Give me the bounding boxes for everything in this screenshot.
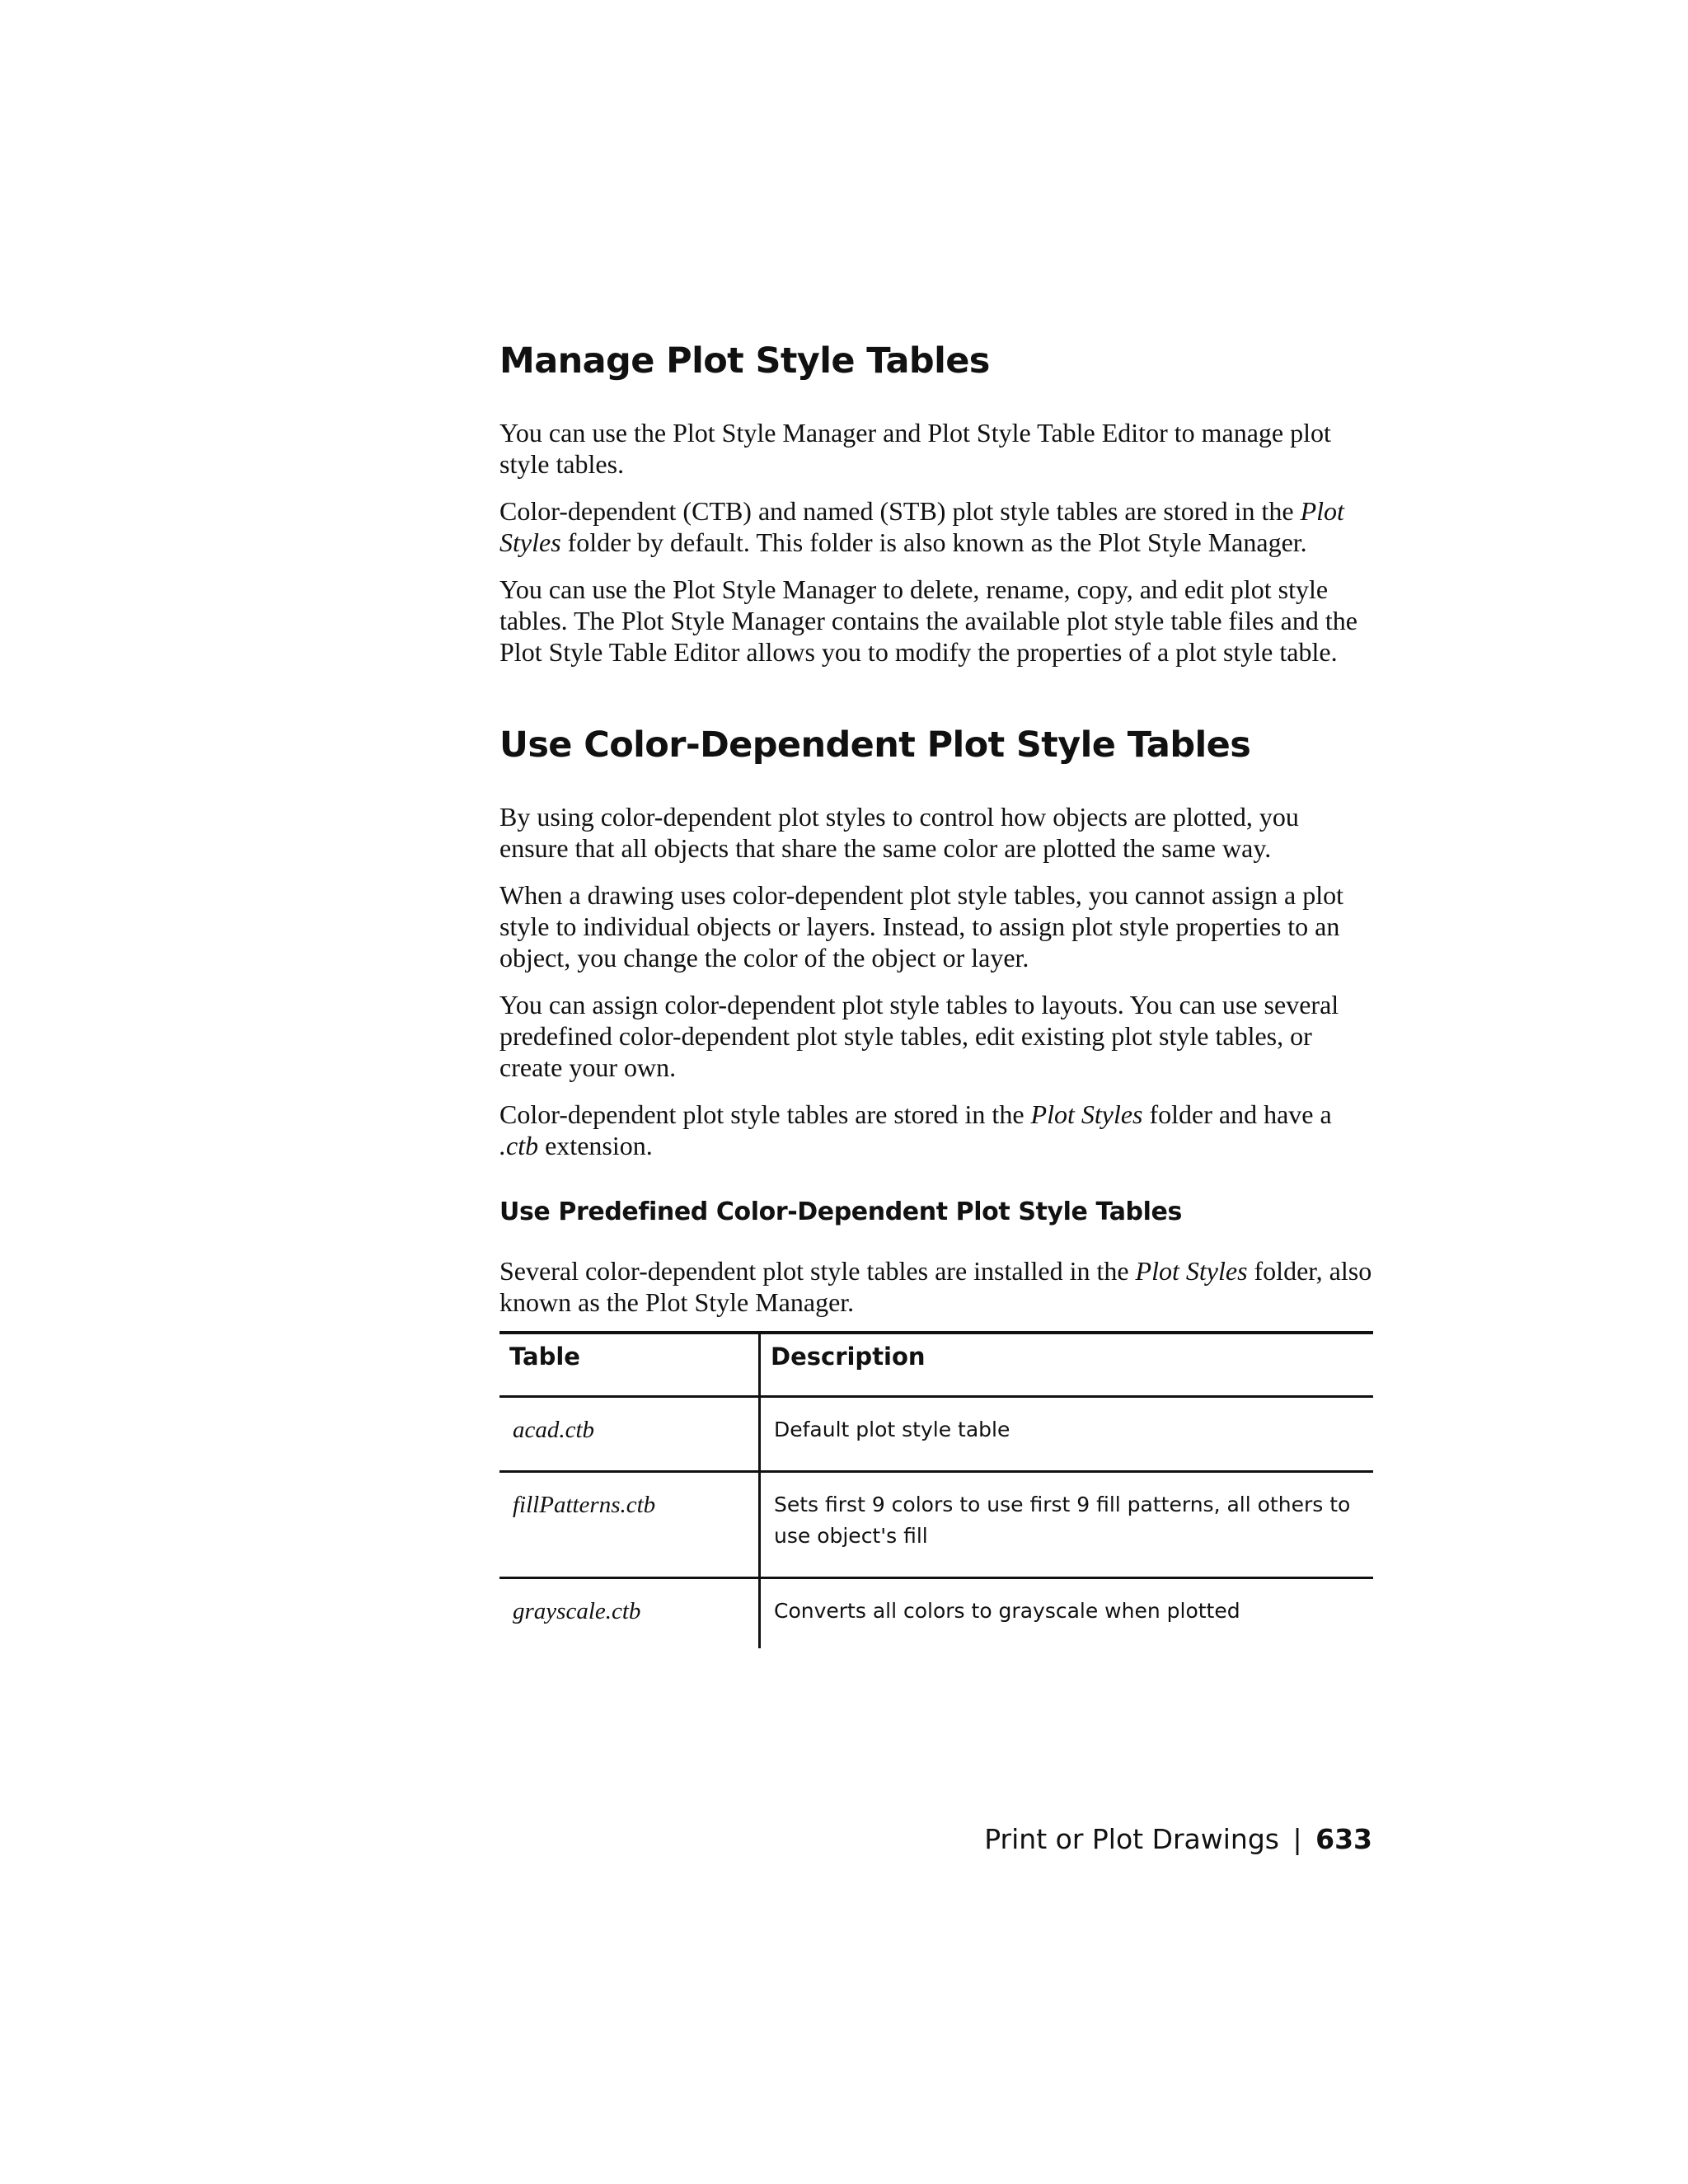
footer-chapter-title: Print or Plot Drawings xyxy=(984,1823,1279,1855)
table-description-cell: Sets first 9 colors to use first 9 fill patterns, all others to use object's fill xyxy=(760,1472,1374,1578)
paragraph: When a drawing uses color-dependent plot style tables, you cannot assign a plot style to individual objects or layers. Instead, to assign plot style properties to an object, you change the color of the object or layer. xyxy=(499,880,1343,972)
paragraph: Several color-dependent plot style tables are installed in the Plot Styles folder, also known as the Plot Style Manager. xyxy=(499,1256,1372,1317)
table-header-row xyxy=(499,1333,1373,1397)
plot-style-tables-table xyxy=(499,1331,1373,1648)
section-title-manage-plot-style-tables: Manage Plot Style Tables xyxy=(499,340,990,382)
paragraph: You can assign color-dependent plot style tables to layouts. You can use several predefined color-dependent plot style tables, edit existing plot style tables, or create your own. xyxy=(499,990,1339,1082)
table-description-cell: Converts all colors to grayscale when plotted xyxy=(774,1599,1240,1623)
section-title-use-color-dependent-plot-style-tables: Use Color-Dependent Plot Style Tables xyxy=(499,724,1251,766)
page-footer xyxy=(984,1823,1372,1855)
table-name-cell: acad.ctb xyxy=(499,1397,760,1472)
page-content xyxy=(499,338,1373,1648)
table-name-cell: fillPatterns.ctb xyxy=(499,1472,760,1578)
table-name-cell: grayscale.ctb xyxy=(499,1578,760,1649)
table-description-cell: Default plot style table xyxy=(760,1397,1374,1472)
page-number: 633 xyxy=(1315,1823,1372,1855)
paragraph: Color-dependent (CTB) and named (STB) plot style tables are stored in the Plot Styles folder by default. This folder is also known as the Plot Style Manager. xyxy=(499,496,1344,557)
paragraph: You can use the Plot Style Manager and Plot Style Table Editor to manage plot style tables. xyxy=(499,418,1331,479)
table-row xyxy=(499,1472,1373,1578)
paragraph: You can use the Plot Style Manager to delete, rename, copy, and edit plot style tables. The Plot Style Manager contains the available plot style table files and the Plot Style Table Editor allows you to modify the properties of a plot style table. xyxy=(499,574,1357,667)
table-row xyxy=(499,1578,1373,1649)
column-header-description: Description xyxy=(760,1333,1374,1397)
paragraph: Color-dependent plot style tables are stored in the Plot Styles folder and have a .ctb extension. xyxy=(499,1099,1332,1160)
column-header-table: Table xyxy=(499,1333,760,1397)
subsection-title: Use Predefined Color-Dependent Plot Style Tables xyxy=(499,1197,1182,1226)
footer-separator: | xyxy=(1292,1823,1302,1855)
paragraph: By using color-dependent plot styles to control how objects are plotted, you ensure that all objects that share the same color are plotted the same way. xyxy=(499,802,1299,863)
table-row xyxy=(499,1397,1373,1472)
